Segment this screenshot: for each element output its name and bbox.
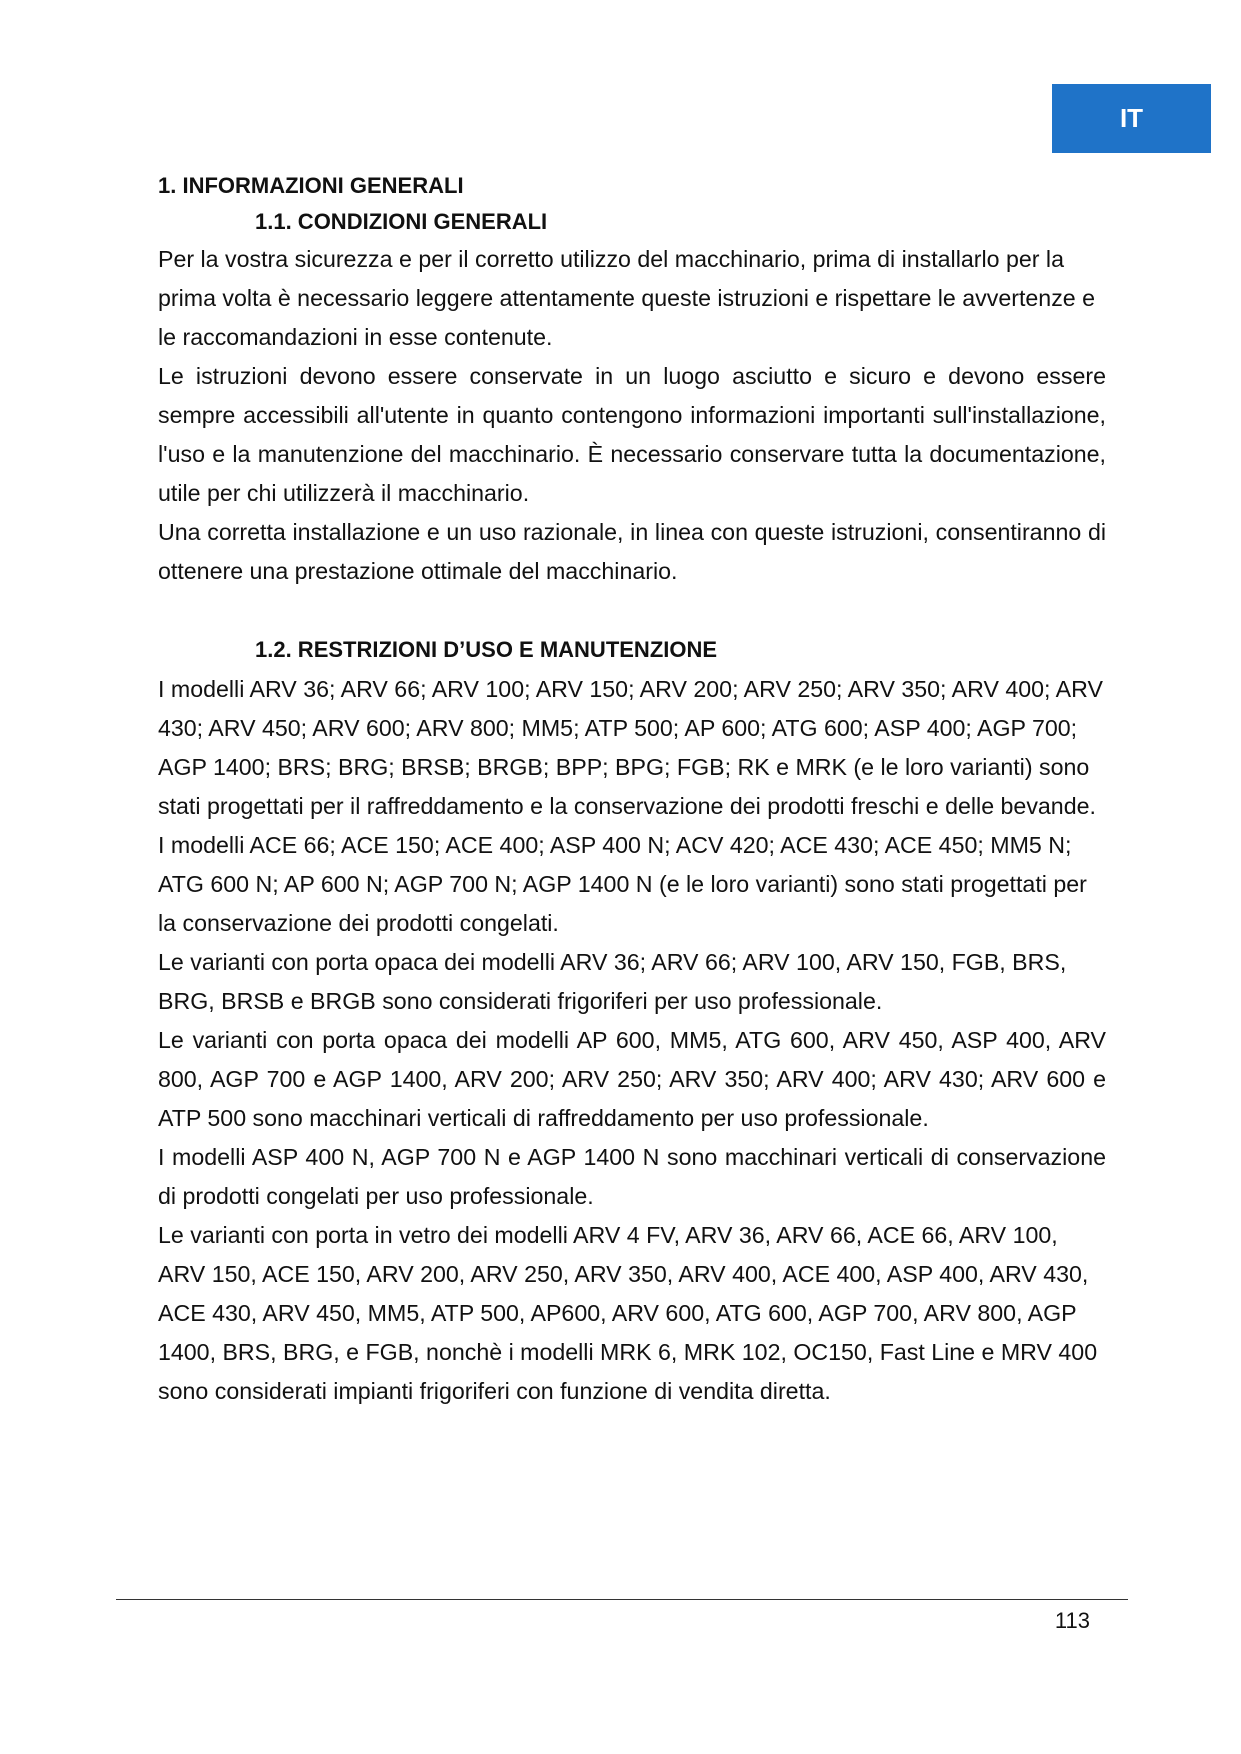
paragraph: Una corretta installazione e un uso razionale, in linea con queste istruzioni, consentiranno di ottenere una prestazione ottimale del macchinario. [158,519,1106,584]
paragraph: I modelli ASP 400 N, AGP 700 N e AGP 1400 N sono macchinari verticali di conservazione di prodotti congelati per uso professionale. [158,1144,1106,1209]
subsection-title-general-conditions: 1.1. CONDIZIONI GENERALI [255,209,548,234]
paragraph: Per la vostra sicurezza e per il corretto utilizzo del macchinario, prima di installarlo per la prima volta è necessario leggere attentamente queste istruzioni e rispettare le avvertenze e le raccomandazioni in esse contenute. [158,246,1096,350]
footer-divider [116,1599,1128,1600]
subsection-title-restrictions: 1.2. RESTRIZIONI D’USO E MANUTENZIONE [255,637,718,662]
page-number: 113 [1054,1608,1090,1633]
paragraph: Le istruzioni devono essere conservate in un luogo asciutto e sicuro e devono essere sempre accessibili all'utente in quanto contengono informazioni importanti sull'installazione, l'uso e la manutenzione del macchinario. È necessario conservare tutta la documentazione, utile per chi utilizzerà il macchinario. [158,363,1106,506]
language-tab: IT [1052,84,1211,153]
paragraph: I modelli ACE 66; ACE 150; ACE 400; ASP 400 N; ACV 420; ACE 430; ACE 450; MM5 N; ATG 600 N; AP 600 N; AGP 700 N; AGP 1400 N (e le loro varianti) sono stati progettati per la conservazione dei prodotti congelati. [158,832,1087,936]
paragraph: Le varianti con porta opaca dei modelli AP 600, MM5, ATG 600, ARV 450, ASP 400, ARV 800, AGP 700 e AGP 1400, ARV 200; ARV 250; ARV 350; ARV 400; ARV 430; ARV 600 e ATP 500 sono macchinari verticali di raffreddamento per uso professionale. [158,1027,1106,1131]
section-title: 1. INFORMAZIONI GENERALI [158,173,464,198]
paragraph: I modelli ARV 36; ARV 66; ARV 100; ARV 150; ARV 200; ARV 250; ARV 350; ARV 400; ARV 430; ARV 450; ARV 600; ARV 800; MM5; ATP 500; AP 600; ATG 600; ASP 400; AGP 700; AGP 1400; BRS; BRG; BRSB; BRGB; BPP; BPG; FGB; RK e MRK (e le loro varianti) sono stati progettati per il raffreddamento e la conservazione dei prodotti freschi e delle bevande. [158,676,1103,819]
paragraph: Le varianti con porta in vetro dei modelli ARV 4 FV, ARV 36, ARV 66, ACE 66, ARV 100, ARV 150, ACE 150, ARV 200, ARV 250, ARV 350, ARV 400, ACE 400, ASP 400, ARV 430, ACE 430, ARV 450, MM5, ATP 500, AP600, ARV 600, ATG 600, AGP 700, ARV 800, AGP 1400, BRS, BRG, e FGB, nonchè i modelli MRK 6, MRK 102, OC150, Fast Line e MRV 400 sono considerati impianti frigoriferi con funzione di vendita diretta. [158,1222,1098,1404]
spacer [158,591,1106,630]
paragraph: Le varianti con porta opaca dei modelli ARV 36; ARV 66; ARV 100, ARV 150, FGB, BRS, BRG, BRSB e BRGB sono considerati frigoriferi per uso professionale. [158,949,1067,1014]
document-body [158,168,1106,1411]
